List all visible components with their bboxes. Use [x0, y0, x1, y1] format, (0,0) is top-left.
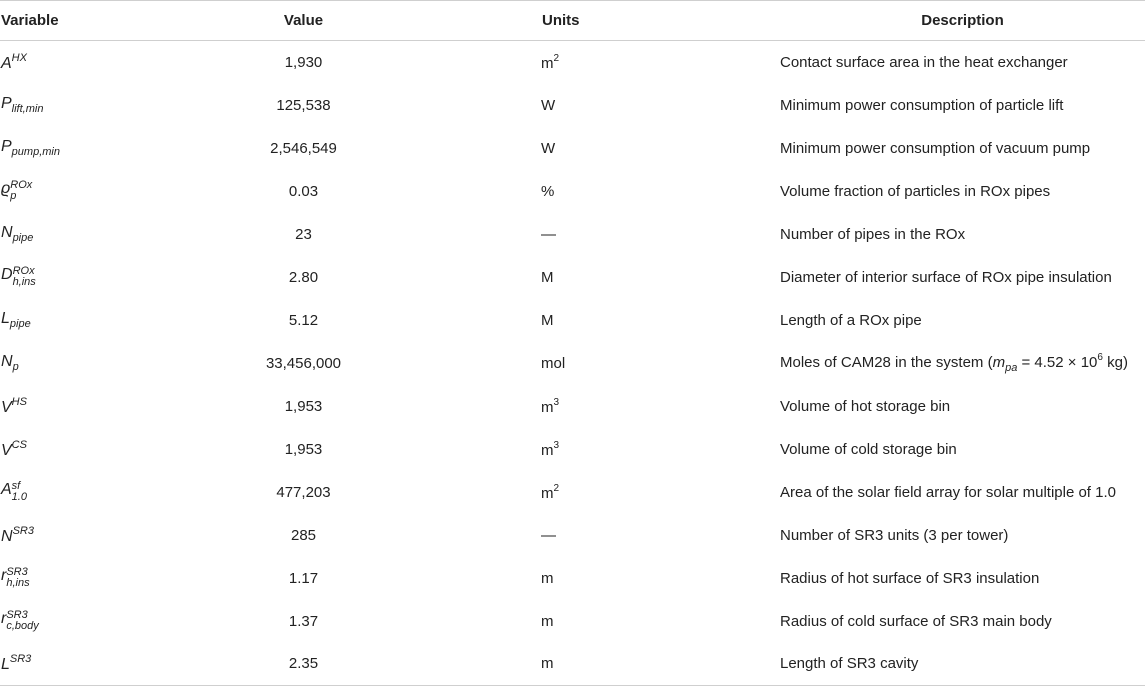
units-cell: [426, 170, 780, 213]
description-text-end: kg): [1102, 354, 1128, 371]
unit-exponent: 2: [553, 52, 560, 64]
table-row: [0, 84, 1145, 127]
variable-superscript: SR3: [6, 609, 28, 621]
units-cell: [426, 299, 780, 342]
variable-symbol: N: [1, 527, 13, 545]
unit-exponent: 2: [553, 482, 560, 494]
value-cell: 285: [290, 526, 317, 544]
variable-cell: [0, 342, 181, 385]
variable-superscript: SR3: [12, 524, 34, 537]
variable-superscript: CS: [11, 438, 27, 451]
description-text-mid: = 4.52 × 10: [1017, 354, 1098, 371]
table-body: [0, 41, 1145, 686]
description-cell: [780, 84, 1145, 127]
description-text: Length of SR3 cavity: [780, 655, 919, 673]
variable-cell: [0, 385, 181, 428]
variable-symbol: N: [1, 353, 13, 370]
value-cell: 1,953: [284, 397, 323, 415]
header-value: Value: [181, 1, 426, 41]
table-row: [0, 557, 1145, 600]
description-text: Minimum power consumption of particle lift: [780, 96, 1064, 114]
variable-symbol: A: [1, 54, 12, 72]
variable-indices: [6, 610, 38, 632]
description-text: Minimum power consumption of vacuum pump: [780, 139, 1091, 157]
description-text: Volume of hot storage bin: [780, 397, 951, 415]
variable-symbol: D: [1, 266, 13, 283]
units-cell: [426, 342, 780, 385]
variable-symbol: ϱ: [1, 180, 11, 197]
units-cell: [426, 514, 780, 557]
variable-cell: [0, 428, 181, 471]
variable-cell: [0, 643, 181, 686]
description-exponent: 6: [1097, 352, 1103, 363]
description-cell: [780, 41, 1145, 84]
variable-symbol: L: [1, 310, 10, 327]
table-row: [0, 342, 1145, 385]
value-cell: 2.80: [288, 268, 319, 286]
unit-text: m: [541, 569, 554, 587]
variable-symbol: P: [1, 138, 12, 155]
variable-cell: [0, 514, 181, 557]
units-cell: [426, 471, 780, 514]
variable-superscript: SR3: [6, 566, 28, 578]
value-cell: 1.17: [288, 569, 319, 587]
description-text: Radius of cold surface of SR3 main body: [780, 612, 1052, 630]
description-text: Volume of cold storage bin: [780, 440, 957, 458]
units-cell: [426, 213, 780, 256]
variable-subscript: h,ins: [6, 577, 30, 589]
description-cell: [780, 600, 1145, 643]
units-cell: [426, 428, 780, 471]
unit-text: m: [541, 612, 554, 630]
unit-text: m: [541, 54, 554, 72]
variable-superscript: SR3: [9, 653, 32, 666]
unit-text: mol: [541, 354, 566, 372]
unit-text: W: [541, 139, 556, 157]
units-cell: [426, 256, 780, 299]
unit-text: M: [541, 311, 554, 329]
value-cell: 33,456,000: [265, 354, 342, 372]
value-cell: 1,930: [284, 53, 323, 71]
table-header-row: [0, 1, 1145, 41]
variable-indices: [12, 481, 27, 503]
units-cell: [426, 557, 780, 600]
variable-subscript: h,ins: [12, 276, 36, 288]
description-text: Diameter of interior surface of ROx pipe insulation: [780, 268, 1112, 286]
variable-symbol: r: [1, 567, 7, 584]
variable-subscript: p: [10, 190, 17, 202]
value-cell: 2,546,549: [270, 139, 337, 157]
description-cell: [780, 514, 1145, 557]
description-text: Length of a ROx pipe: [780, 311, 922, 329]
variable-indices: [13, 266, 36, 288]
value-cell: 477,203: [276, 483, 331, 501]
description-cell: [780, 127, 1145, 170]
unit-text: m: [541, 655, 554, 673]
table-row: [0, 428, 1145, 471]
table-row: [0, 600, 1145, 643]
variable-symbol: r: [1, 610, 7, 627]
units-cell: [426, 600, 780, 643]
variable-superscript: HS: [11, 395, 27, 408]
unit-text: %: [541, 182, 555, 200]
table-row: [0, 514, 1145, 557]
variable-subscript: pump,min: [11, 146, 60, 158]
value-cell: 2.35: [181, 643, 426, 686]
table-row: [0, 299, 1145, 342]
description-cell: [780, 471, 1145, 514]
variable-cell: [0, 256, 181, 299]
description-text: Number of SR3 units (3 per tower): [780, 526, 1009, 544]
variable-subscript: pipe: [9, 318, 31, 330]
table-row: [0, 643, 1145, 686]
variable-cell: [0, 127, 181, 170]
unit-exponent: 3: [553, 396, 560, 408]
description-cell: [780, 256, 1145, 299]
variable-subscript: pipe: [12, 232, 34, 244]
table-row: [0, 385, 1145, 428]
unit-text: m: [541, 441, 554, 459]
units-cell: [426, 643, 780, 686]
header-description: Description: [780, 1, 1145, 41]
variable-superscript: sf: [11, 480, 21, 492]
variable-indices: [10, 180, 32, 202]
unit-text: —: [541, 526, 556, 544]
description-text: Moles of CAM28 in the system (: [780, 354, 993, 371]
variable-cell: [0, 299, 181, 342]
table-row: [0, 256, 1145, 299]
variable-symbol: V: [1, 441, 12, 459]
header-variable: Variable: [0, 1, 181, 41]
value-cell: 1.37: [288, 612, 319, 630]
value-cell: 5.12: [288, 311, 319, 329]
description-cell: [780, 557, 1145, 600]
variable-cell: [0, 170, 181, 213]
variable-symbol: P: [1, 95, 12, 112]
description-text: Number of pipes in the ROx: [780, 225, 966, 243]
description-text: Volume fraction of particles in ROx pipes: [780, 182, 1051, 200]
table-row: [0, 170, 1145, 213]
unit-text: M: [541, 268, 554, 286]
unit-text: W: [541, 96, 556, 114]
description-cell: [780, 428, 1145, 471]
variable-symbol: V: [1, 398, 12, 416]
table-row: [0, 213, 1145, 256]
header-units: Units: [426, 1, 780, 41]
units-cell: [426, 385, 780, 428]
value-cell: 0.03: [288, 182, 319, 200]
description-cell: [780, 643, 1145, 686]
description-subscript: pa: [1005, 362, 1018, 374]
value-cell: 23: [295, 225, 312, 243]
variable-subscript: lift,min: [11, 103, 44, 115]
description-cell: [780, 299, 1145, 342]
units-cell: [426, 127, 780, 170]
description-cell: [780, 385, 1145, 428]
variable-symbol: L: [1, 656, 10, 674]
value-cell: 125,538: [276, 96, 331, 114]
variable-subscript: p: [12, 361, 19, 373]
units-cell: [426, 84, 780, 127]
variable-subscript: 1.0: [11, 491, 27, 503]
description-cell: [780, 342, 1145, 385]
value-cell: 1,953: [284, 440, 323, 458]
description-cell: [780, 213, 1145, 256]
units-cell: [426, 41, 780, 84]
variable-cell: [0, 41, 181, 84]
table-row: [0, 41, 1145, 84]
description-text: Radius of hot surface of SR3 insulation: [780, 569, 1040, 587]
unit-text: m: [541, 484, 554, 502]
variable-symbol: N: [1, 224, 13, 241]
description-text: Contact surface area in the heat exchanger: [780, 53, 1068, 71]
description-text: Area of the solar field array for solar multiple of 1.0: [780, 483, 1116, 501]
variable-cell: [0, 557, 181, 600]
variable-superscript: ROx: [10, 179, 33, 191]
variable-superscript: HX: [11, 51, 27, 64]
unit-exponent: 3: [553, 439, 560, 451]
variable-cell: [0, 600, 181, 643]
table-row: [0, 127, 1145, 170]
variable-cell: [0, 84, 181, 127]
variable-subscript: c,body: [6, 620, 39, 632]
description-cell: [780, 170, 1145, 213]
description-variable: m: [992, 354, 1006, 371]
variable-symbol: A: [1, 481, 12, 498]
variable-superscript: ROx: [12, 265, 35, 277]
unit-text: m: [541, 398, 554, 416]
variable-indices: [6, 567, 29, 589]
variable-cell: [0, 471, 181, 514]
unit-text: —: [541, 225, 556, 243]
table-row: [0, 471, 1145, 514]
variable-cell: [0, 213, 181, 256]
